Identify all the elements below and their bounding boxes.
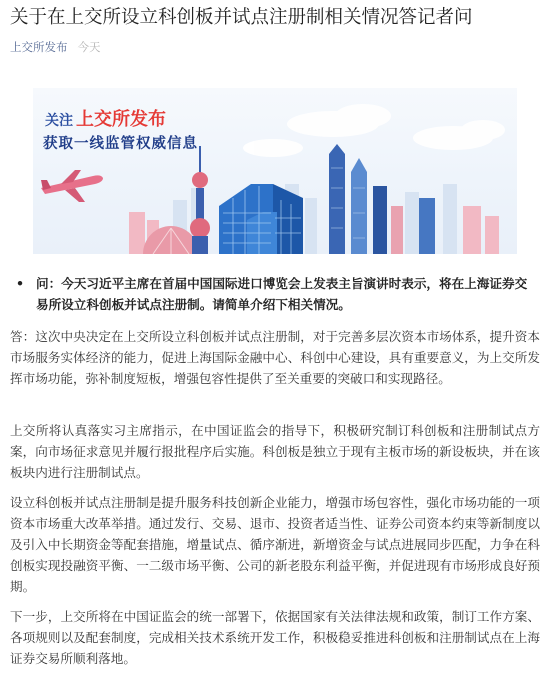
follow-banner	[33, 88, 517, 254]
publish-time: 今天	[77, 40, 101, 54]
answer-paragraph-4: 下一步，上交所将在中国证监会的统一部署下，依据国家有关法律法规和政策，制订工作方案、各项规则以及配套制度，完成相关技术系统开发工作，积极稳妥推进科创板和注册制试点在上海证券交易所顺利落地。	[10, 609, 540, 666]
question-block	[16, 273, 536, 315]
source-link[interactable]: 上交所发布	[10, 40, 68, 54]
article-title: 关于在上交所设立科创板并试点注册制相关情况答记者问	[10, 7, 473, 28]
question-text: 问：今天习近平主席在首届中国国际进口博览会上发表主旨演讲时表示，将在上海证券交易所设立科创板并试点注册制。请简单介绍下相关情况。	[36, 276, 528, 312]
banner-follow-text	[45, 110, 166, 131]
banner-brand-name: 上交所发布	[76, 109, 166, 130]
banner-tagline: 获取一线监管权威信息	[43, 136, 198, 152]
answer-paragraph-3: 设立科创板并试点注册制是提升服务科技创新企业能力，增强市场包容性，强化市场功能的一项资本市场重大改革举措。通过发行、交易、退市、投资者适当性、证券公司资本约束等新制度以及引入中长期资金等配套措施，增量试点、循序渐进，新增资金与试点进展同步匹配，力争在科创板实现投融资平衡、一二级市场平衡、公司的新老股东利益平衡，并促进现有市场形成良好预期。	[10, 495, 540, 594]
banner-follow-prefix: 关注	[45, 113, 73, 129]
question-bullet: •	[16, 276, 25, 291]
answer-paragraph-1: 答：这次中央决定在上交所设立科创板并试点注册制，对于完善多层次资本市场体系，提升资本市场服务实体经济的能力，促进上海国际金融中心、科创中心建设，具有重要意义，为上交所发挥市场功能，弥补制度短板，增强包容性提供了至关重要的突破口和实现路径。	[10, 329, 540, 386]
answer-paragraph-2: 上交所将认真落实习主席指示，在中国证监会的指导下，积极研究制订科创板和注册制试点方案，向市场征求意见并履行报批程序后实施。科创板是独立于现有主板市场的新设板块，并在该板块内进行注册制试点。	[10, 423, 540, 480]
article-meta	[10, 40, 101, 54]
